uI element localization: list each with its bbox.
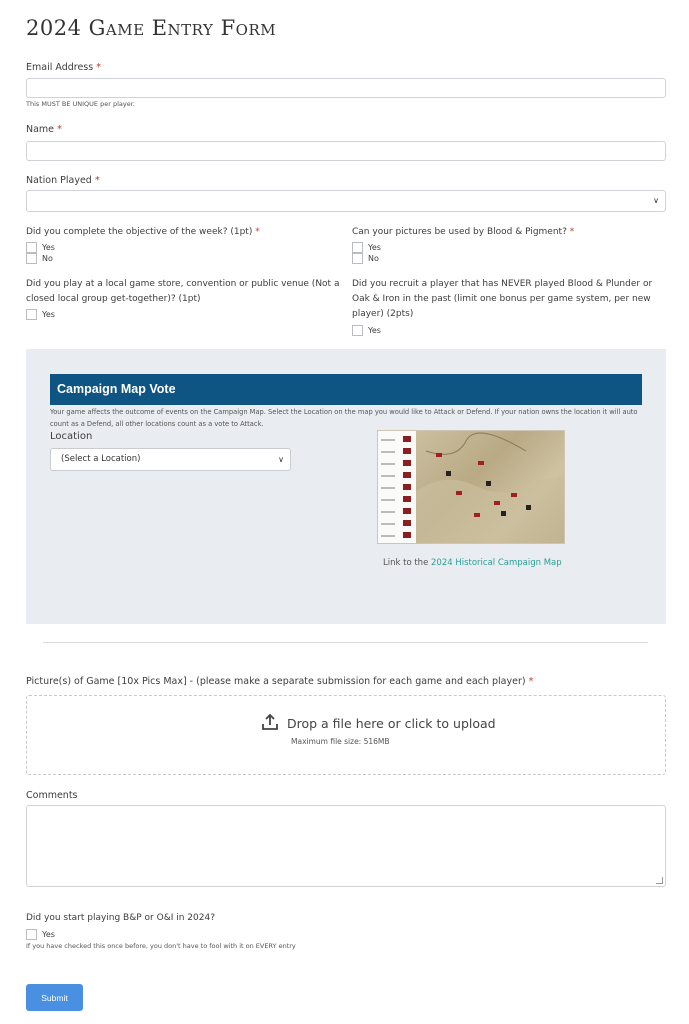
pictures-label-text: Picture(s) of Game [10x Pics Max] - (please make a separate submission for each game and each player) — [26, 676, 526, 687]
comments-label: Comments — [26, 790, 78, 801]
pictures-label — [26, 676, 533, 687]
name-field[interactable] — [26, 141, 666, 161]
resize-grip-icon[interactable] — [656, 877, 663, 884]
option-label: Yes — [42, 930, 55, 939]
objective-no-option[interactable] — [26, 253, 53, 264]
required-mark: * — [94, 175, 100, 186]
pictures-use-no-checkbox[interactable] — [352, 253, 363, 264]
location-label: Location — [50, 431, 93, 442]
pictures-use-no-option[interactable] — [352, 253, 379, 264]
campaign-description: Your game affects the outcome of events on the Campaign Map. Select the Location on the map you would like to Attack or Defend. If your nation owns the location it will auto count as a Defend, all other locations count as a vote to Attack. — [50, 408, 638, 428]
map-artwork — [416, 431, 565, 544]
email-field[interactable] — [26, 78, 666, 98]
required-mark: * — [255, 227, 260, 237]
required-mark: * — [528, 676, 534, 687]
option-label: Yes — [368, 326, 381, 335]
email-label-text: Email Address — [26, 62, 94, 73]
file-dropzone[interactable] — [26, 695, 666, 775]
objective-yes-checkbox[interactable] — [26, 242, 37, 253]
required-mark: * — [569, 227, 575, 237]
dropzone-text: Drop a file here or click to upload — [287, 716, 496, 731]
map-markers — [416, 431, 565, 544]
page-title: 2024 Game Entry Form — [26, 16, 277, 40]
local-venue-yes-option[interactable] — [26, 309, 55, 320]
pictures-use-question-text: Can your pictures be used by Blood & Pigment? — [352, 227, 567, 237]
campaign-map-link[interactable]: 2024 Historical Campaign Map — [431, 558, 562, 568]
objective-no-checkbox[interactable] — [26, 253, 37, 264]
nation-select[interactable] — [26, 190, 666, 212]
option-label: No — [368, 254, 379, 263]
dropzone-prompt — [261, 713, 496, 731]
recruit-question: Did you recruit a player that has NEVER played Blood & Plunder or Oak & Iron in the past (limit one bonus per game system, per new player) (2pts) — [352, 279, 653, 319]
option-label: No — [42, 254, 53, 263]
max-file-size: Maximum file size: 516MB — [291, 737, 390, 746]
start-2024-hint: If you have checked this once before, you don't have to fool with it on EVERY entry — [26, 942, 296, 950]
objective-question — [26, 225, 346, 240]
option-label: Yes — [368, 243, 381, 252]
name-label — [26, 124, 62, 135]
campaign-heading: Campaign Map Vote — [50, 374, 642, 405]
chevron-down-icon: ∨ — [653, 196, 659, 205]
required-mark: * — [96, 62, 101, 73]
start-2024-question: Did you start playing B&P or O&I in 2024? — [26, 913, 215, 923]
upload-icon — [261, 713, 279, 731]
nation-label — [26, 175, 100, 186]
campaign-panel — [26, 349, 666, 624]
location-selected-value: (Select a Location) — [61, 454, 141, 464]
email-label — [26, 62, 101, 73]
pictures-use-yes-checkbox[interactable] — [352, 242, 363, 253]
submit-button[interactable]: Submit — [26, 984, 83, 1011]
name-label-text: Name — [26, 124, 55, 135]
comments-textarea[interactable] — [26, 805, 666, 887]
location-select[interactable] — [50, 448, 291, 471]
map-legend-graphic — [378, 431, 416, 544]
section-divider — [43, 642, 648, 643]
pictures-use-yes-option[interactable] — [352, 242, 381, 253]
required-mark: * — [57, 124, 62, 135]
email-hint: This MUST BE UNIQUE per player. — [26, 100, 135, 108]
campaign-map-image[interactable] — [377, 430, 565, 544]
nation-label-text: Nation Played — [26, 175, 92, 186]
chevron-down-icon: ∨ — [278, 455, 284, 464]
objective-yes-option[interactable] — [26, 242, 55, 253]
option-label: Yes — [42, 310, 55, 319]
start-2024-yes-checkbox[interactable] — [26, 929, 37, 940]
recruit-yes-checkbox[interactable] — [352, 325, 363, 336]
campaign-map-link-line — [383, 558, 562, 568]
start-2024-yes-option[interactable] — [26, 929, 55, 940]
recruit-yes-option[interactable] — [352, 325, 381, 336]
objective-question-text: Did you complete the objective of the week? (1pt) — [26, 227, 253, 237]
option-label: Yes — [42, 243, 55, 252]
local-venue-yes-checkbox[interactable] — [26, 309, 37, 320]
local-venue-question: Did you play at a local game store, convention or public venue (Not a closed local group get-together)? (1pt) — [26, 279, 340, 304]
map-legend-list — [378, 431, 416, 544]
pictures-use-question — [352, 225, 662, 240]
campaign-map-link-prefix: Link to the — [383, 558, 429, 568]
